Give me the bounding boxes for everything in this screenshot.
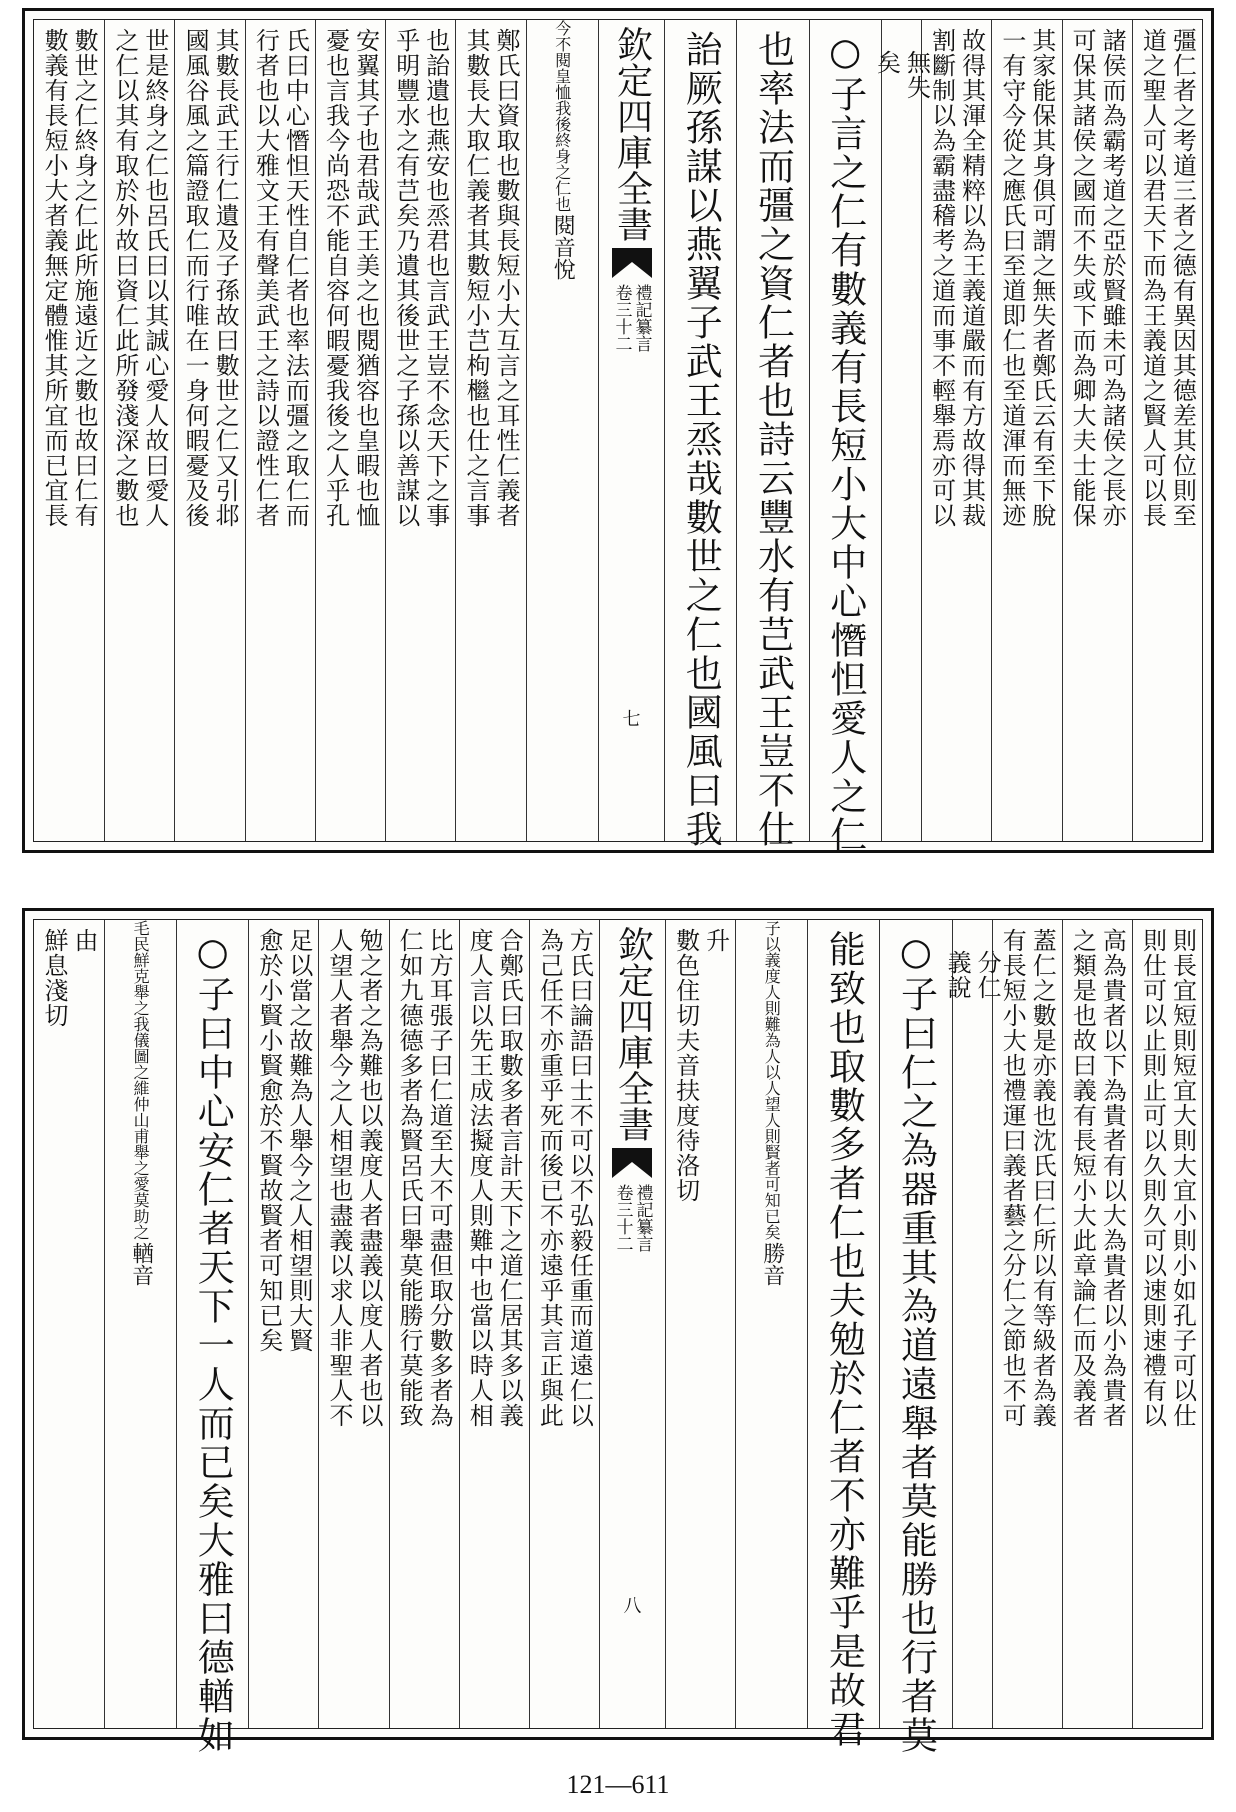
lower-main-text-column xyxy=(104,920,176,1728)
commentary-pair xyxy=(246,20,315,841)
commentary-line-right: 也詒遺也燕安也烝君也言武王豈不念天下之事 xyxy=(421,28,450,528)
commentary-pair xyxy=(992,20,1061,841)
note-line-left: 義說 xyxy=(943,950,972,1000)
commentary-line-left: 割斷制以為霸盡稽考之道而事不輕舉焉亦可以 xyxy=(927,28,956,528)
upper-commentary-column xyxy=(455,20,525,841)
book-title: 禮記纂言 xyxy=(631,284,652,352)
commentary-line-left: 國風谷風之篇證取仁而行唯在一身何暇憂及後 xyxy=(181,28,210,528)
upper-commentary-column xyxy=(385,20,455,841)
commentary-line-right: 諸侯而為霸考道之亞於賢雖未可為諸侯之長亦 xyxy=(1098,28,1127,528)
upper-commentary-column xyxy=(174,20,244,841)
pronunciation-note: 輶音 xyxy=(128,1242,154,1286)
upper-note-column xyxy=(872,20,931,841)
commentary-line-left: 有長短小大也禮運曰義者藝之分仁之節也不可 xyxy=(998,928,1027,1428)
lower-commentary-column xyxy=(1062,920,1132,1728)
commentary-pair xyxy=(319,920,388,1728)
main-text: ○子曰中心安仁者天下一人而已矣大雅曰德輶如 xyxy=(191,930,235,1755)
commentary-line-right: 故得其渾全精粹以為王義道嚴而有方故得其裁 xyxy=(957,28,986,528)
lower-commentary-column xyxy=(1132,920,1202,1728)
commentary-pair xyxy=(993,920,1062,1728)
commentary-line-right: 彊仁者之考道三者之德有異因其德差其位則至 xyxy=(1168,28,1197,528)
commentary-pair xyxy=(456,20,525,841)
main-text: ○子曰仁之為器重其為道遠舉者莫能勝也行者莫 xyxy=(894,930,938,1755)
commentary-pair xyxy=(1063,20,1132,841)
library-title: 欽定四庫全書 xyxy=(611,26,653,242)
commentary-pair xyxy=(390,920,459,1728)
pronunciation-note: 勝音 xyxy=(759,1242,785,1286)
fish-tail-mark-icon xyxy=(612,248,652,278)
lower-commentary-column xyxy=(665,920,735,1728)
commentary-line-right: 勉之者之為難也以義度人者盡義以度人者也以 xyxy=(354,928,383,1428)
commentary-line-right: 氏曰中心憯怛天性自仁者也率法而彊之取仁而 xyxy=(281,28,310,528)
commentary-line-left: 憂也言我今尚恐不能自容何暇憂我後之人乎孔 xyxy=(321,28,350,528)
commentary-line-right: 則長宜短則短宜大則大宜小則小如孔子可以仕 xyxy=(1168,928,1197,1428)
commentary-pair xyxy=(34,920,104,1728)
commentary-line-left: 數色住切夫音扶度待洛切 xyxy=(671,928,700,1203)
note-line-right: 無失 xyxy=(902,50,931,100)
upper-commentary-column xyxy=(315,20,385,841)
commentary-line-left: 其數長大取仁義者其數短小芑枸檵也仕之言事 xyxy=(462,28,491,528)
page-number-footer: 121—611 xyxy=(566,1770,670,1799)
commentary-line-left: 度人言以先王成法擬度人則難中也當以時人相 xyxy=(465,928,494,1428)
lower-commentary-column xyxy=(529,920,599,1728)
lower-commentary-column xyxy=(389,920,459,1728)
main-text: 子以義度人則難為人以人望人則賢者可知已矣 xyxy=(762,920,782,1240)
lower-main-text-column xyxy=(735,920,807,1728)
commentary-line-right: 升 xyxy=(701,928,730,953)
commentary-line-right: 其家能保其身俱可謂之無失者鄭氏云有至下脫 xyxy=(1027,28,1056,528)
upper-page xyxy=(22,8,1214,853)
commentary-pair xyxy=(1133,920,1202,1728)
commentary-line-right: 由 xyxy=(69,928,98,953)
commentary-line-right: 方氏曰論語曰士不可以不弘毅任重而道遠仁以 xyxy=(565,928,594,1428)
volume-number: 卷三十二 xyxy=(611,284,632,352)
commentary-pair xyxy=(460,920,529,1728)
commentary-pair xyxy=(530,920,599,1728)
library-title: 欽定四庫全書 xyxy=(612,926,654,1142)
lower-commentary-column xyxy=(992,920,1062,1728)
fish-tail-mark-icon xyxy=(612,1148,652,1178)
upper-main-text-column xyxy=(664,20,736,849)
lower-main-text-column xyxy=(176,920,248,1755)
upper-commentary-column xyxy=(991,20,1061,841)
lower-page-frame xyxy=(33,919,1203,1755)
commentary-line-left: 一有守今從之應氏曰至道即仁也至道渾而無迹 xyxy=(997,28,1026,528)
lower-commentary-column xyxy=(248,920,318,1728)
main-text: 今不閱皇恤我後終身之仁也 xyxy=(552,20,572,212)
main-text: 也率法而彊之資仁者也詩云豐水有芑武王豈不仕 xyxy=(751,30,795,849)
book-volume-label xyxy=(599,284,664,352)
commentary-line-left: 之類是也故曰義有長短小大此章論仁而及義者 xyxy=(1068,928,1097,1428)
commentary-line-left: 乎明豐水之有芑矣乃遺其後世之子孫以善謀以 xyxy=(391,28,420,528)
commentary-pair xyxy=(666,920,735,1728)
commentary-pair xyxy=(175,20,244,841)
lower-commentary-column xyxy=(459,920,529,1728)
upper-commentary-column xyxy=(104,20,174,841)
commentary-line-left: 可保其諸侯之國而不失或下而為卿大夫士能保 xyxy=(1068,28,1097,528)
upper-main-text-column xyxy=(736,20,808,849)
commentary-line-left: 則仕可以止則止可以久則久可以速則速禮有以 xyxy=(1138,928,1167,1428)
commentary-pair xyxy=(316,20,385,841)
note-line-left: 矣 xyxy=(872,50,901,75)
commentary-line-left: 仁如九德德多者為賢呂氏曰舉莫能勝行莫能致 xyxy=(395,928,424,1428)
upper-commentary-column xyxy=(245,20,315,841)
lower-main-text-column xyxy=(879,920,951,1755)
lower-page xyxy=(22,908,1214,1755)
upper-main-text-column xyxy=(526,20,598,841)
commentary-pair xyxy=(1133,20,1202,841)
commentary-pair xyxy=(105,20,174,841)
commentary-line-left: 鮮息淺切 xyxy=(39,928,68,1028)
commentary-line-left: 愈於小賢小賢愈於不賢故賢者可知已矣 xyxy=(254,928,283,1353)
lower-note-column xyxy=(943,920,1002,1728)
lower-commentary-column xyxy=(34,920,104,1728)
commentary-line-left: 數義有長短小大者義無定體惟其所宜而已宜長 xyxy=(40,28,69,528)
book-title: 禮記纂言 xyxy=(632,1184,653,1252)
note-line-right: 分仁 xyxy=(973,950,1002,1000)
commentary-line-right: 足以當之故難為人舉今之人相望則大賢 xyxy=(284,928,313,1353)
lower-columns xyxy=(34,920,1202,1755)
volume-number: 卷三十二 xyxy=(612,1184,633,1252)
note-pair xyxy=(943,920,1002,1728)
upper-center-column xyxy=(598,20,664,841)
commentary-line-right: 鄭氏曰資取也數與長短小大互言之耳性仁義者 xyxy=(492,28,521,528)
commentary-line-right: 安翼其子也君哉武王美之也閱猶容也皇暇也恤 xyxy=(351,28,380,528)
commentary-pair xyxy=(386,20,455,841)
commentary-pair xyxy=(34,20,104,841)
upper-commentary-column xyxy=(34,20,104,841)
upper-page-frame xyxy=(33,19,1203,855)
upper-commentary-column xyxy=(921,20,991,841)
commentary-line-left: 之仁以其有取於外故曰資仁此所發淺深之數也 xyxy=(110,28,139,528)
upper-main-text-column xyxy=(809,20,881,855)
commentary-line-right: 世是終身之仁也呂氏曰以其誠心愛人故曰愛人 xyxy=(140,28,169,528)
commentary-pair xyxy=(249,920,318,1728)
commentary-line-right: 蓋仁之數是亦義也沈氏曰仁所以有等級者為義 xyxy=(1028,928,1057,1428)
commentary-pair xyxy=(1063,920,1132,1728)
main-text: ○子言之仁有數義有長短小大中心憯怛愛人之仁 xyxy=(823,30,867,855)
main-text: 毛民鮮克舉之我儀圖之維仲山甫舉之愛莫助之 xyxy=(131,920,151,1240)
upper-commentary-column xyxy=(1132,20,1202,841)
pronunciation-note: 閱音悅 xyxy=(550,214,576,280)
commentary-line-right: 比方耳張子曰仁道至大不可盡但取分數多者為 xyxy=(425,928,454,1428)
upper-columns xyxy=(34,20,1202,855)
folio-number: 七 xyxy=(622,709,641,730)
commentary-line-right: 高為貴者以下為貴者有以大為貴者以小為貴者 xyxy=(1098,928,1127,1428)
main-text: 能致也取數多者仁也夫勉於仁者不亦難乎是故君 xyxy=(822,930,866,1749)
commentary-line-left: 行者也以大雅文王有聲美武王之詩以證性仁者 xyxy=(251,28,280,528)
commentary-pair xyxy=(922,20,991,841)
commentary-line-right: 其數長武王行仁遺及子孫故曰數世之仁又引邶 xyxy=(211,28,240,528)
book-volume-label xyxy=(600,1184,665,1252)
folio-number: 八 xyxy=(623,1596,642,1617)
commentary-line-right: 合鄭氏曰取數多者言計天下之道仁居其多以義 xyxy=(495,928,524,1428)
lower-center-column xyxy=(599,920,665,1728)
commentary-line-left: 人望人者舉今之人相望也盡義以求人非聖人不 xyxy=(324,928,353,1428)
commentary-line-left: 道之聖人可以君天下而為王義道之賢人可以長 xyxy=(1138,28,1167,528)
note-pair xyxy=(872,20,931,841)
commentary-line-right: 數世之仁終身之仁此所施遠近之數也故曰仁有 xyxy=(70,28,99,528)
upper-commentary-column xyxy=(1062,20,1132,841)
lower-main-text-column xyxy=(807,920,879,1749)
commentary-line-left: 為己任不亦重乎死而後已不亦遠乎其言正與此 xyxy=(535,928,564,1428)
main-text: 詒厥孫謀以燕翼子武王烝哉數世之仁也國風曰我 xyxy=(679,30,723,849)
lower-commentary-column xyxy=(318,920,388,1728)
